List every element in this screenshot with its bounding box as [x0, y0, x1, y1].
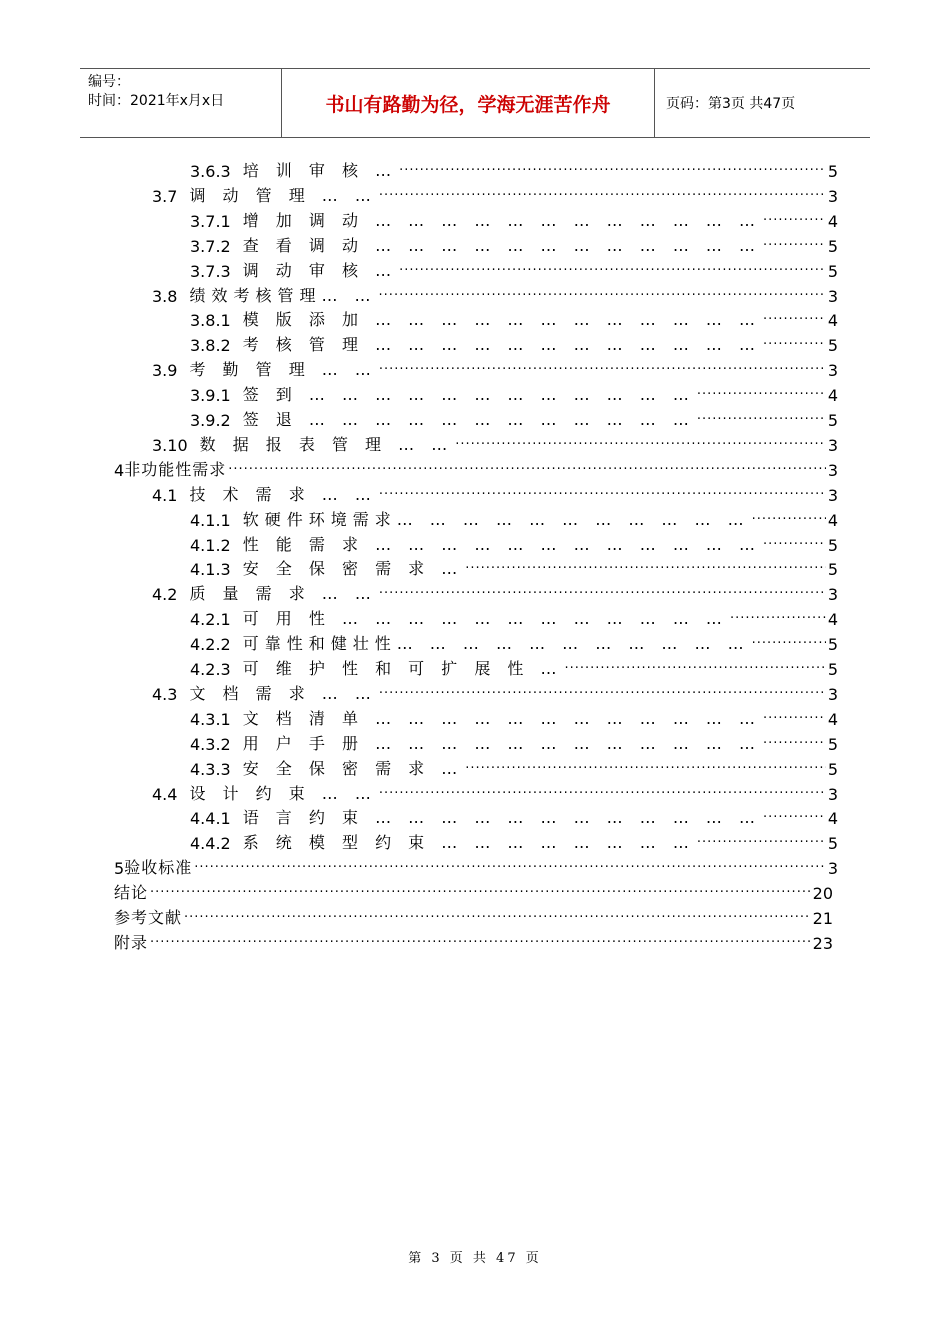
- toc-number: 4.1.3: [190, 560, 231, 580]
- toc-page-number: 3: [827, 684, 838, 704]
- toc-entry[interactable]: [152, 782, 838, 804]
- toc-entry[interactable]: [114, 931, 833, 953]
- toc-title: 安 全 保 密 需 求 …: [242, 559, 464, 579]
- toc-leader: [455, 437, 826, 452]
- toc-number: 3.10: [152, 435, 188, 455]
- toc-leader: [565, 661, 826, 676]
- toc-leader: [763, 711, 826, 726]
- toc-title: 用 户 手 册 … … … … … … … … … … … …: [242, 733, 762, 753]
- toc-title: 调 动 管 理 … …: [189, 185, 377, 205]
- toc-number: 4.2.2: [190, 635, 231, 655]
- toc-page-number: 4: [827, 709, 838, 729]
- code-label: 编号：: [88, 74, 130, 90]
- toc-title: 调 动 审 核 …: [242, 260, 398, 280]
- toc-page-number: 4: [827, 610, 838, 630]
- toc-page-number: 20: [812, 884, 833, 904]
- page-footer: 第 3 页 共 47 页: [408, 1251, 542, 1266]
- toc-leader: [763, 312, 826, 327]
- toc-title: 验收标准: [124, 858, 193, 878]
- toc-entry[interactable]: [190, 757, 838, 779]
- toc-page-number: 4: [827, 311, 838, 331]
- toc-number: 4.2.1: [190, 610, 231, 630]
- toc-number: 4.4.2: [190, 834, 231, 854]
- toc-entry[interactable]: [190, 657, 838, 679]
- toc-leader: [379, 487, 826, 502]
- toc-entry[interactable]: [190, 508, 838, 530]
- toc-title: 性 能 需 求 … … … … … … … … … … … …: [242, 534, 762, 554]
- toc-number: 4.3.3: [190, 759, 231, 779]
- toc-leader: [763, 736, 826, 751]
- toc-page-number: 5: [827, 535, 838, 555]
- toc-title: 签 退 … … … … … … … … … … … …: [242, 410, 695, 429]
- toc-entry[interactable]: [114, 906, 833, 928]
- toc-entry[interactable]: [152, 284, 838, 306]
- toc-entry[interactable]: [152, 184, 838, 206]
- toc-entry[interactable]: [114, 458, 838, 480]
- toc-entry[interactable]: [190, 333, 838, 355]
- toc-entry[interactable]: [114, 856, 838, 878]
- time-label: 时间：2021年x月x日: [88, 93, 225, 109]
- toc-page-number: 5: [827, 734, 838, 754]
- toc-page-number: 23: [812, 933, 833, 953]
- toc-entry[interactable]: [190, 308, 838, 330]
- toc-entry[interactable]: [190, 259, 838, 281]
- toc-entry[interactable]: [152, 483, 838, 505]
- toc-number: 3.8.1: [190, 311, 231, 331]
- toc-page-number: 3: [827, 361, 838, 381]
- toc-leader: [697, 835, 826, 850]
- toc-number: 4.3: [152, 684, 178, 704]
- toc-page-number: 5: [827, 635, 838, 655]
- toc-title: 模 版 添 加 … … … … … … … … … … … …: [242, 310, 762, 330]
- toc-page-number: 5: [827, 834, 838, 854]
- toc-page-number: 4: [827, 386, 838, 406]
- toc-entry[interactable]: [190, 632, 838, 654]
- toc-leader: [763, 337, 826, 352]
- toc-number: 3.7: [152, 186, 178, 206]
- toc-page-number: 5: [827, 660, 838, 679]
- toc-title: 非功能性需求: [124, 459, 227, 479]
- toc-title: 系 统 模 型 约 束 … … … … … … … …: [242, 833, 695, 853]
- toc-title: 考 核 管 理 … … … … … … … … … … … …: [242, 335, 762, 355]
- toc-entry[interactable]: [190, 806, 838, 828]
- toc-number: 3.9.1: [190, 386, 231, 406]
- toc-title: 可 维 护 性 和 可 扩 展 性 …: [242, 659, 563, 678]
- toc-number: 4.1.2: [190, 535, 231, 555]
- toc-entry[interactable]: [152, 582, 838, 604]
- toc-title: 可 用 性 … … … … … … … … … … … …: [242, 609, 728, 629]
- toc-title: 质 量 需 求 … …: [189, 584, 377, 604]
- toc-number: 3.9: [152, 361, 178, 381]
- toc-leader: [752, 512, 826, 527]
- toc-page-number: 4: [827, 211, 838, 231]
- toc-leader: [763, 238, 826, 253]
- toc-entry[interactable]: [190, 707, 838, 729]
- toc-entry[interactable]: [190, 607, 838, 629]
- toc-entry[interactable]: [152, 358, 838, 380]
- toc-title: 数 据 报 表 管 理 … …: [199, 434, 454, 454]
- toc-page-number: 3: [827, 435, 838, 455]
- toc-number: 4.4: [152, 784, 178, 804]
- toc-entry[interactable]: [152, 433, 838, 455]
- toc-number: 4.1.1: [190, 510, 231, 530]
- toc-title: 签 到 … … … … … … … … … … … …: [242, 385, 695, 405]
- toc-leader: [184, 910, 811, 925]
- toc-number: 4.2: [152, 585, 178, 605]
- toc-leader: [697, 387, 826, 402]
- toc-entry[interactable]: [190, 209, 838, 231]
- toc-number: 3.9.2: [190, 411, 231, 430]
- toc-entry[interactable]: [190, 557, 838, 579]
- toc-page-number: 4: [827, 809, 838, 829]
- toc-title: 查 看 调 动 … … … … … … … … … … … …: [242, 235, 762, 255]
- toc-title: 可靠性和健壮性… … … … … … … … … … …: [242, 634, 750, 654]
- toc-page-number: 5: [827, 261, 838, 281]
- toc-title: 绩效考核管理… …: [189, 285, 377, 305]
- toc-leader: [379, 362, 826, 377]
- toc-leader: [763, 810, 826, 825]
- toc-title: 安 全 保 密 需 求 …: [242, 758, 464, 778]
- toc-title: 软硬件环境需求… … … … … … … … … … …: [242, 509, 750, 529]
- toc-entry[interactable]: [190, 732, 838, 754]
- toc-number: 3.8: [152, 286, 178, 306]
- toc-number: 3.7.2: [190, 236, 231, 256]
- toc-page-number: 3: [827, 186, 838, 206]
- toc-leader: [379, 586, 826, 601]
- toc-page-number: 3: [827, 460, 838, 480]
- toc-entry[interactable]: [190, 831, 838, 853]
- toc-entry[interactable]: [190, 533, 838, 555]
- toc-leader: [763, 213, 826, 228]
- toc-number: 4: [114, 460, 125, 480]
- toc-leader: [150, 935, 811, 950]
- toc-title: 培 训 审 核 …: [242, 161, 398, 180]
- toc-page-number: 21: [812, 909, 833, 928]
- toc-number: 4.4.1: [190, 809, 231, 829]
- toc-entry[interactable]: [190, 159, 838, 181]
- toc-leader: [379, 786, 826, 801]
- toc-leader: [465, 561, 826, 576]
- toc-leader: [399, 163, 826, 178]
- toc-title: 文 档 清 单 … … … … … … … … … … … …: [242, 708, 762, 728]
- page-header: [80, 68, 870, 138]
- toc-entry[interactable]: [190, 234, 838, 256]
- toc-number: 5: [114, 859, 125, 879]
- header-motto: 书山有路勤为径，学海无涯苦作舟: [282, 69, 655, 137]
- toc-title: 文 档 需 求 … …: [189, 683, 377, 703]
- toc-entry[interactable]: [190, 383, 838, 405]
- toc-entry[interactable]: [114, 881, 833, 903]
- toc-leader: [228, 462, 826, 477]
- toc-page-number: 5: [827, 560, 838, 580]
- toc-leader: [752, 636, 826, 651]
- toc-leader: [465, 761, 826, 776]
- toc-title: 考 勤 管 理 … …: [189, 360, 377, 380]
- toc-leader: [379, 288, 826, 303]
- toc-page-number: 3: [827, 286, 838, 306]
- toc-page-number: 5: [827, 236, 838, 256]
- toc-number: 4.1: [152, 485, 178, 505]
- toc-page-number: 3: [827, 585, 838, 605]
- toc-leader: [730, 611, 826, 626]
- header-meta: [80, 69, 282, 137]
- toc-leader: [379, 188, 826, 203]
- toc-leader: [763, 537, 826, 552]
- toc-title: 参考文献: [114, 908, 183, 927]
- toc-title: 增 加 调 动 … … … … … … … … … … … …: [242, 210, 762, 230]
- toc-leader: [697, 412, 826, 427]
- toc-number: 3.7.3: [190, 261, 231, 281]
- toc-leader: [399, 263, 826, 278]
- toc-number: 3.7.1: [190, 211, 231, 231]
- toc-title: 附录: [114, 932, 149, 952]
- toc-title: 设 计 约 束 … …: [189, 783, 377, 803]
- toc-page-number: 5: [827, 336, 838, 356]
- toc-page-number: 5: [827, 162, 838, 181]
- toc-number: 3.6.3: [190, 162, 231, 181]
- toc-number: 4.3.1: [190, 709, 231, 729]
- toc-title: 结论: [114, 883, 149, 903]
- toc-page-number: 5: [827, 411, 838, 430]
- toc-number: 4.2.3: [190, 660, 231, 679]
- toc-page-number: 3: [827, 859, 838, 879]
- toc-entry[interactable]: [152, 682, 838, 704]
- toc-title: 技 术 需 求 … …: [189, 484, 377, 504]
- toc-leader: [379, 686, 826, 701]
- toc-number: 4.3.2: [190, 734, 231, 754]
- toc-page-number: 5: [827, 759, 838, 779]
- toc-leader: [194, 860, 826, 875]
- toc-title: 语 言 约 束 … … … … … … … … … … … …: [242, 808, 762, 828]
- toc-page-number: 3: [827, 485, 838, 505]
- toc-leader: [150, 885, 811, 900]
- toc-entry[interactable]: [190, 408, 838, 430]
- toc-page-number: 3: [827, 784, 838, 804]
- header-page-info: 页码：第3页 共47页: [666, 96, 796, 112]
- toc-page-number: 4: [827, 510, 838, 530]
- toc-number: 3.8.2: [190, 336, 231, 356]
